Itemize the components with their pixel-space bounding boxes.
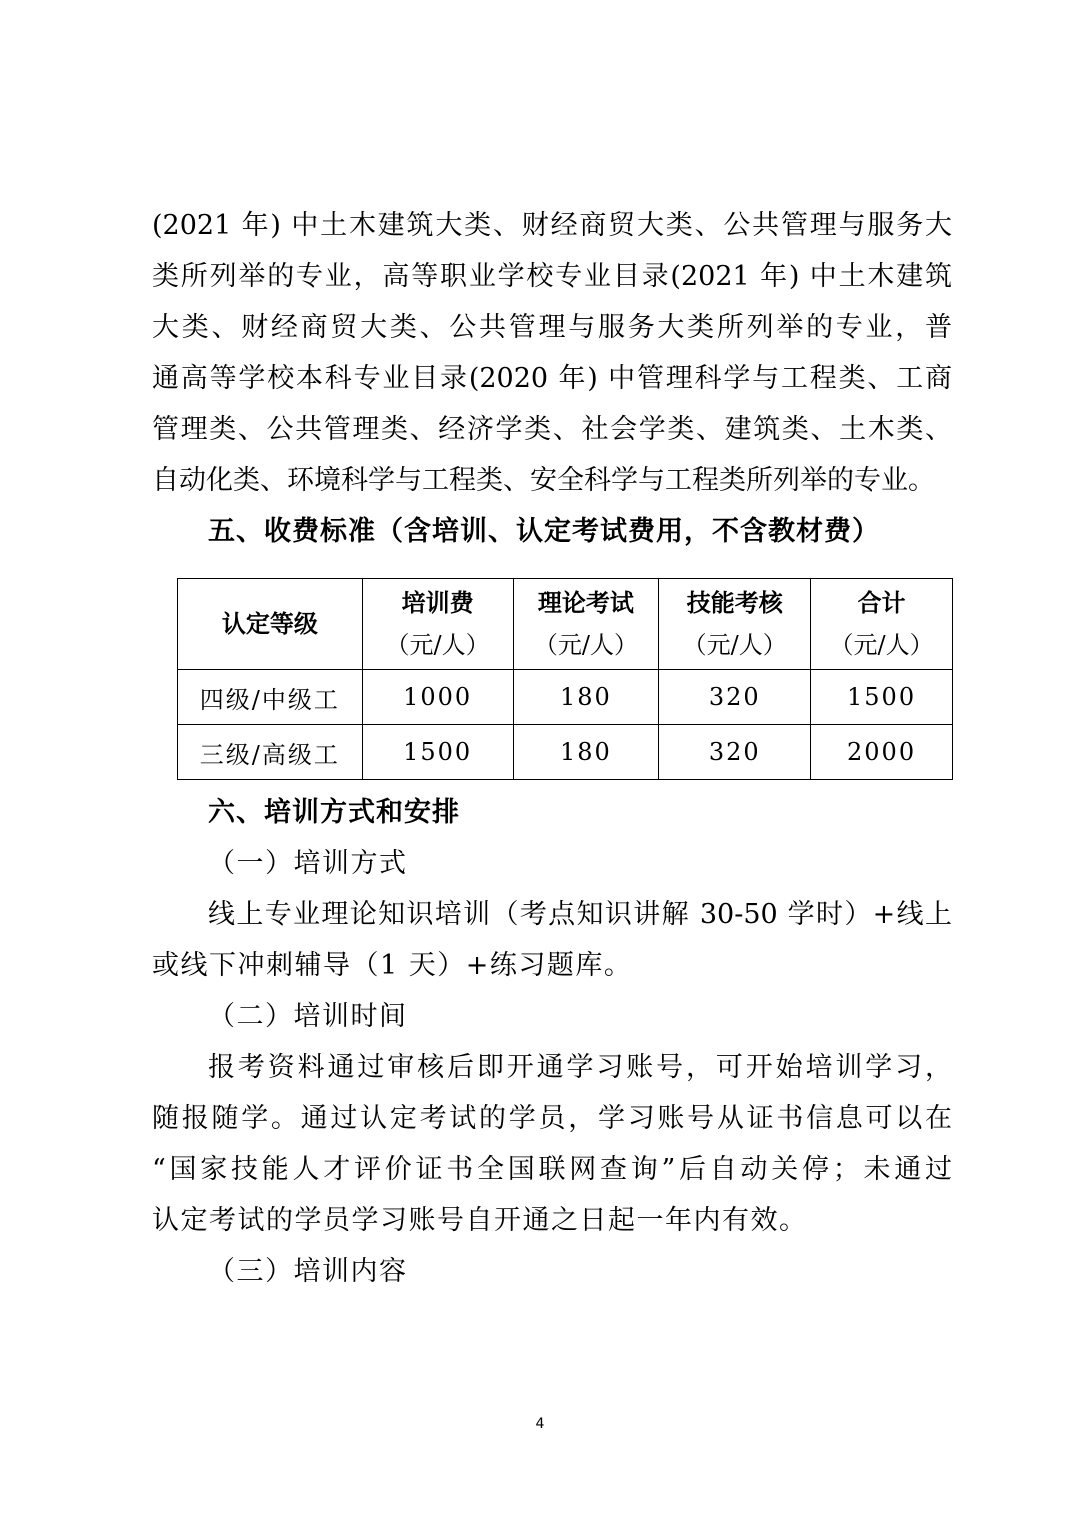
table-cell: 1500 bbox=[811, 670, 953, 725]
paragraph-line: “国家技能人才评价证书全国联网查询”后自动关停；未通过 bbox=[152, 1154, 952, 1185]
table-header-cell: 认定等级 bbox=[178, 579, 363, 670]
paragraph-line: 自动化类、环境科学与工程类、安全科学与工程类所列举的专业。 bbox=[152, 465, 935, 496]
table-cell: 1000 bbox=[362, 670, 513, 725]
subsection-heading: （三）培训内容 bbox=[208, 1256, 408, 1287]
paragraph-line: 大类、财经商贸大类、公共管理与服务大类所列举的专业，普 bbox=[152, 312, 952, 343]
paragraph-line: 认定考试的学员学习账号自开通之日起一年内有效。 bbox=[152, 1205, 808, 1236]
paragraph-line: 线上专业理论知识培训（考点知识讲解 30-50 学时）+线上 bbox=[208, 899, 952, 930]
table-header-cell: 理论考试 （元/人） bbox=[513, 579, 659, 670]
table-header-cell: 培训费 （元/人） bbox=[362, 579, 513, 670]
page-number: 4 bbox=[535, 1416, 545, 1432]
paragraph-line: 随报随学。通过认定考试的学员，学习账号从证书信息可以在 bbox=[152, 1103, 952, 1134]
table-header-row bbox=[178, 579, 953, 670]
section-heading: 五、收费标准（含培训、认定考试费用，不含教材费） bbox=[208, 516, 880, 547]
paragraph-line: 报考资料通过审核后即开通学习账号，可开始培训学习， bbox=[208, 1052, 952, 1083]
table-cell: 2000 bbox=[811, 725, 953, 780]
table-cell: 180 bbox=[513, 670, 659, 725]
table-header-cell: 合计 （元/人） bbox=[811, 579, 953, 670]
paragraph-line: 类所列举的专业，高等职业学校专业目录(2021 年) 中土木建筑 bbox=[152, 261, 952, 292]
table-row bbox=[178, 725, 953, 780]
paragraph-line: (2021 年) 中土木建筑大类、财经商贸大类、公共管理与服务大 bbox=[152, 210, 952, 241]
table-cell: 三级/高级工 bbox=[178, 725, 363, 780]
subsection-heading: （二）培训时间 bbox=[208, 1001, 408, 1032]
table-cell: 320 bbox=[659, 670, 811, 725]
table-cell: 1500 bbox=[362, 725, 513, 780]
table-cell: 180 bbox=[513, 725, 659, 780]
table-header-cell: 技能考核 （元/人） bbox=[659, 579, 811, 670]
paragraph-line: 或线下冲刺辅导（1 天）+练习题库。 bbox=[152, 950, 633, 981]
section-heading: 六、培训方式和安排 bbox=[208, 797, 460, 828]
subsection-heading: （一）培训方式 bbox=[208, 848, 408, 879]
table-cell: 320 bbox=[659, 725, 811, 780]
fee-table bbox=[177, 578, 953, 780]
paragraph-line: 通高等学校本科专业目录(2020 年) 中管理科学与工程类、工商 bbox=[152, 363, 952, 394]
paragraph-line: 管理类、公共管理类、经济学类、社会学类、建筑类、土木类、 bbox=[152, 414, 952, 445]
table-cell: 四级/中级工 bbox=[178, 670, 363, 725]
table-row bbox=[178, 670, 953, 725]
